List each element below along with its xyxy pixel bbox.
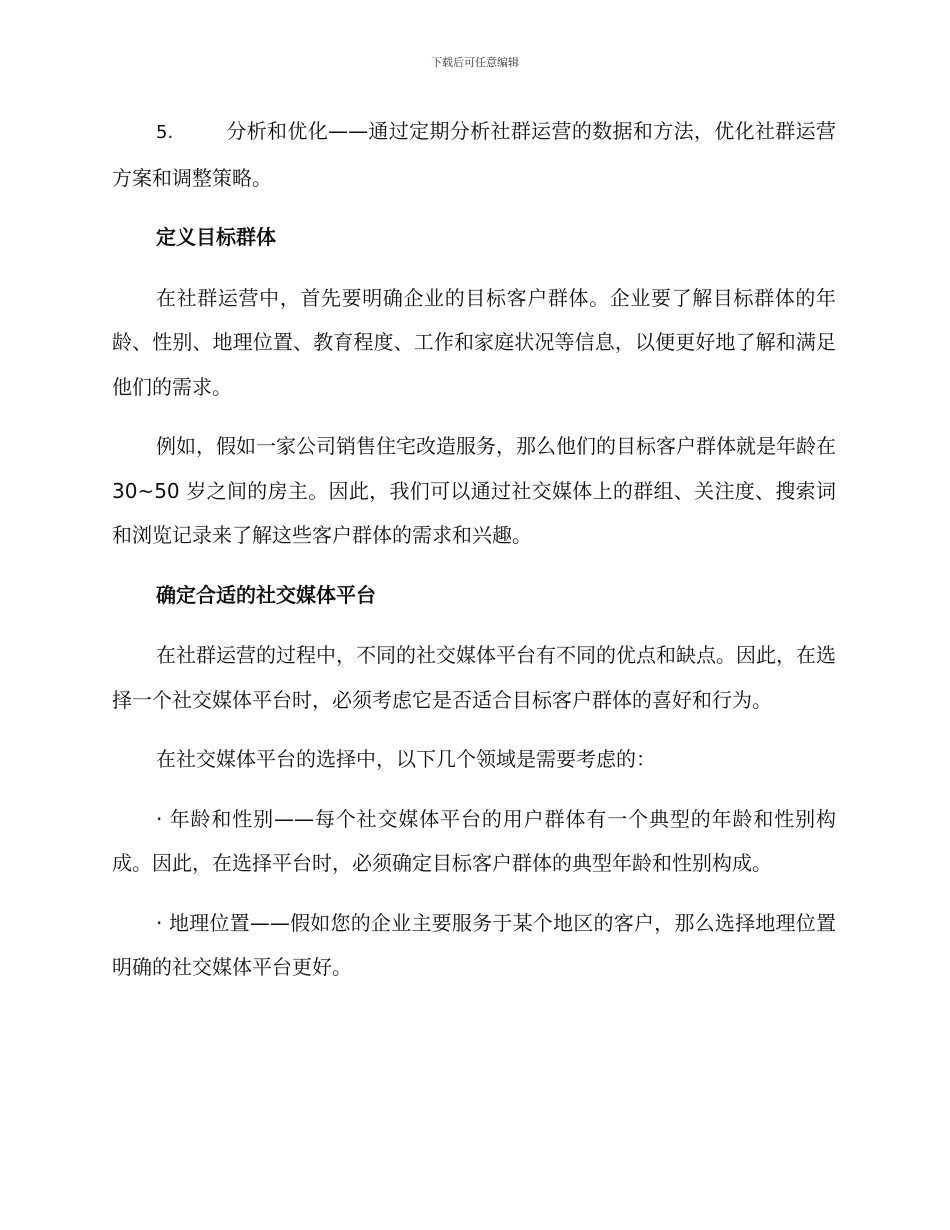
paragraph-platform-considerations: 在社交媒体平台的选择中，以下几个领域是需要考虑的： (156, 747, 656, 771)
page-header: 下载后可任意编辑 (431, 56, 519, 69)
section-heading-define-target-group: 定义目标群体 (156, 225, 276, 249)
paragraph-analysis-optimization (112, 109, 836, 200)
document-body (112, 109, 836, 1005)
paragraph-target-group-example: 例如，假如一家公司销售住宅改造服务，那么他们的目标客户群体就是年龄在 30~50 岁之间的房主。因此，我们可以通过社交媒体上的群组、关注度、搜索词和浏览记录来了解这些客户群体的需求和兴趣。 (112, 434, 836, 547)
section-heading-choose-platform: 确定合适的社交媒体平台 (156, 582, 376, 607)
bullet-age-gender: · 年龄和性别——每个社交媒体平台的用户群体有一个典型的年龄和性别构成。因此，在选择平台时，必须确定目标客户群体的典型年龄和性别构成。 (112, 806, 836, 875)
paragraph-target-group-intro: 在社群运营中，首先要明确企业的目标客户群体。企业要了解目标群体的年龄、性别、地理位置、教育程度、工作和家庭状况等信息，以便更好地了解和满足他们的需求。 (112, 285, 836, 399)
paragraph-platform-intro: 在社群运营的过程中，不同的社交媒体平台有不同的优点和缺点。因此，在选择一个社交媒体平台时，必须考虑它是否适合目标客户群体的喜好和行为。 (112, 643, 836, 712)
paragraph-text: 分析和优化——通过定期分析社群运营的数据和方法，优化社群运营方案和调整策略。 (112, 119, 836, 190)
bullet-location: · 地理位置——假如您的企业主要服务于某个地区的客户，那么选择地理位置明确的社交媒体平台更好。 (112, 910, 836, 979)
list-number: 5. (156, 122, 174, 143)
